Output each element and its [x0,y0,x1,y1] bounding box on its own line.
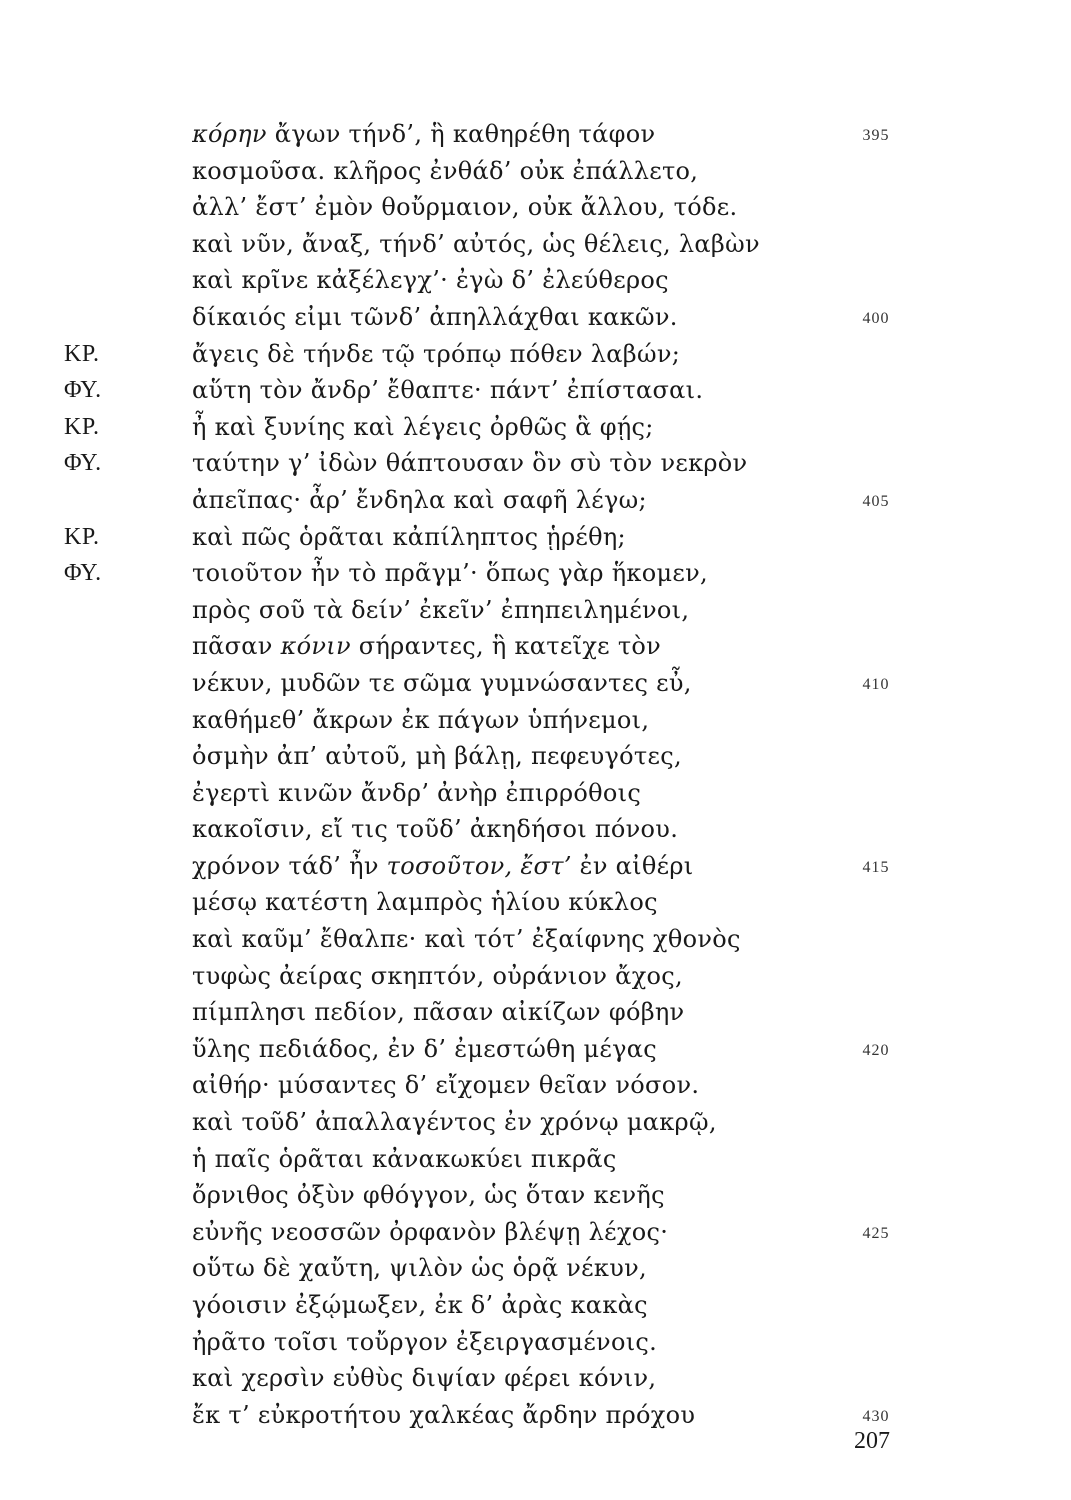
verse-text [192,738,832,775]
verse-text [192,921,832,958]
text-segment: τυφὼς ἀείρας σκηπτόν, οὐράνιον ἄχος, [192,961,683,990]
text-segment: ἦ καὶ ξυνίης καὶ λέγεις ὀρθῶς ἃ φῄς; [192,412,654,441]
verse-text [192,775,832,812]
text-segment: ἔκ τ’ εὐκροτήτου χαλκέας ἄρδην πρόχου [192,1400,696,1429]
verse-text [192,1141,832,1178]
verse-line [0,1177,1071,1214]
text-segment: νέκυν, μυδῶν τε σῶμα γυμνώσαντες εὖ, [192,668,692,697]
text-segment: ἐγερτὶ κινῶν ἄνδρ’ ἀνὴρ ἐπιρρόθοις [192,778,642,807]
speaker-label: ΚΡ. [64,523,100,550]
verse-line [0,1324,1071,1361]
text-segment: καὶ χερσὶν εὐθὺς διψίαν φέρει κόνιν, [192,1364,657,1393]
text-segment: αὕτη τὸν ἄνδρ’ ἔθαπτε· πάντ’ ἐπίστασαι. [192,376,704,405]
text-segment: ἄγων τήνδ’, ἣ καθηρέθη τάφον [266,120,656,148]
text-segment: ἄγεις δὲ τήνδε τῷ τρόπῳ πόθεν λαβών; [192,339,681,368]
verse-line [0,226,1071,263]
text-segment: καθήμεθ’ ἄκρων ἐκ πάγων ὑπήνεμοι, [192,705,650,734]
verse-line [0,372,1071,409]
speaker-label: ΚΡ. [64,413,100,440]
verse-line [0,1104,1071,1141]
text-segment: γόοισιν ἐξῴμωξεν, ἐκ δ’ ἀρὰς κακὰς [192,1291,648,1319]
verse-text [192,116,832,153]
verse-text [192,226,832,263]
verse-text [192,811,832,848]
verse-text [192,592,832,629]
text-segment: κακοῖσιν, εἴ τις τοῦδ’ ἀκηδήσοι πόνου. [192,815,679,844]
verse-text [192,262,832,299]
verse-line [0,299,1071,336]
text-segment: ταύτην γ’ ἰδὼν θάπτουσαν ὃν σὺ τὸν νεκρὸν [192,449,748,478]
verse-line [0,1031,1071,1068]
text-segment: πίμπλησι πεδίον, πᾶσαν αἰκίζων φόβην [192,998,685,1027]
text-segment: ἀπεῖπας· ἆρ’ ἔνδηλα καὶ σαφῆ λέγω; [192,485,647,514]
text-segment: καὶ νῦν, ἄναξ, τήνδ’ αὐτός, ὡς θέλεις, λαβὼν [192,229,760,258]
verse-line [0,1397,1071,1434]
verse-text [192,1287,832,1324]
verse-text [192,1397,832,1434]
verse-text [192,299,832,336]
verse-line [0,1360,1071,1397]
verse-text [192,519,832,556]
verse-text [192,1177,832,1214]
text-segment: πρὸς σοῦ τὰ δείν’ ἐκεῖν’ ἐπηπειλημένοι, [192,595,690,624]
verse-text [192,409,832,446]
text-segment: δίκαιός εἰμι τῶνδ’ ἀπηλλάχθαι κακῶν. [192,302,678,331]
line-number: 395 [862,127,890,144]
page-number: 207 [854,1428,890,1454]
verse-text [192,1324,832,1361]
text-segment: ὄρνιθος ὀξὺν φθόγγον, ὡς ὅταν κενῆς [192,1181,665,1210]
verse-line [0,848,1071,885]
text-segment: σήραντες, ἣ κατεῖχε τὸν [350,632,662,661]
verse-line [0,555,1071,592]
verse-text [192,628,832,665]
verse-text [192,1031,832,1068]
verse-line [0,445,1071,482]
text-segment: ὕλης πεδιάδος, ἐν δ’ ἐμεστώθη μέγας [192,1034,658,1063]
speaker-label: ΚΡ. [64,340,100,367]
speaker-label: ΦΥ. [64,377,102,404]
verse-text [192,958,832,995]
verse-text [192,994,832,1031]
verse-line [0,884,1071,921]
verse-text [192,1360,832,1397]
verse-text [192,1250,832,1287]
speaker-label: ΦΥ. [64,450,102,477]
verse-line [0,153,1071,190]
verse-text-block [0,116,1071,1433]
verse-line [0,116,1071,153]
text-segment: καὶ πῶς ὁρᾶται κἀπίληπτος ᾑρέθη; [192,522,626,551]
verse-text [192,1214,832,1251]
verse-line [0,482,1071,519]
text-segment: καὶ καῦμ’ ἔθαλπε· καὶ τότ’ ἐξαίφνης χθονὸς [192,925,741,954]
line-number: 410 [862,675,890,693]
verse-line [0,592,1071,629]
line-number: 430 [862,1407,890,1425]
text-segment: ἀλλ’ ἔστ’ ἐμὸν θοὔρμαιον, οὐκ ἄλλου, τόδε. [192,193,738,222]
verse-text [192,555,832,592]
verse-line [0,1141,1071,1178]
speaker-label: ΦΥ. [64,560,102,587]
verse-line [0,921,1071,958]
verse-text [192,702,832,739]
text-segment: ἡ παῖς ὁρᾶται κἀνακωκύει πικρᾶς [192,1144,617,1173]
line-number: 420 [862,1041,890,1059]
verse-line [0,262,1071,299]
verse-text [192,445,832,482]
verse-text [192,848,832,885]
verse-line [0,628,1071,665]
text-segment: πᾶσαν [192,632,281,661]
verse-line [0,1067,1071,1104]
text-segment: ἐν αἰθέρι [571,851,694,880]
italic-text-segment: κόνιν [280,632,351,661]
verse-line [0,738,1071,775]
verse-line [0,1214,1071,1251]
verse-text [192,372,832,409]
italic-text-segment: κόρην [192,120,267,148]
text-segment: χρόνον τάδ’ ἦν [192,851,387,880]
text-segment: αἰθήρ· μύσαντες δ’ εἴχομεν θεῖαν νόσον. [192,1071,700,1100]
verse-line [0,189,1071,226]
verse-text [192,1067,832,1104]
verse-line [0,775,1071,812]
text-segment: μέσῳ κατέστη λαμπρὸς ἡλίου κύκλος [192,888,658,917]
text-segment: οὕτω δὲ χαὔτη, ψιλὸν ὡς ὁρᾷ νέκυν, [192,1254,647,1283]
verse-line [0,811,1071,848]
verse-line [0,336,1071,373]
verse-text [192,189,832,226]
verse-text [192,1104,832,1141]
verse-line [0,519,1071,556]
text-segment: τοιοῦτον ἦν τὸ πρᾶγμ’· ὅπως γὰρ ἥκομεν, [192,559,708,588]
line-number: 425 [862,1224,890,1242]
italic-text-segment: τοσοῦτον, ἔστ’ [386,851,572,880]
line-number: 415 [862,858,890,876]
text-segment: εὐνῆς νεοσσῶν ὀρφανὸν βλέψῃ λέχος· [192,1217,669,1246]
verse-line [0,409,1071,446]
verse-line [0,1250,1071,1287]
verse-text [192,884,832,921]
text-segment: καὶ τοῦδ’ ἀπαλλαγέντος ἐν χρόνῳ μακρῷ, [192,1108,717,1137]
verse-line [0,702,1071,739]
verse-text [192,336,832,373]
text-segment: κοσμοῦσα. κλῆρος ἐνθάδ’ οὐκ ἐπάλλετο, [192,156,699,185]
verse-text [192,482,832,519]
verse-line [0,958,1071,995]
verse-text [192,153,832,190]
text-segment: ὀσμὴν ἀπ’ αὐτοῦ, μὴ βάλῃ, πεφευγότες, [192,742,682,771]
verse-line [0,665,1071,702]
text-segment: καὶ κρῖνε κἀξέλεγχ’· ἐγὼ δ’ ἐλεύθερος [192,266,669,295]
verse-line [0,994,1071,1031]
line-number: 405 [862,492,890,510]
verse-line [0,1287,1071,1324]
text-segment: ἠρᾶτο τοῖσι τοὔργον ἐξειργασμένοις. [192,1327,658,1356]
verse-text [192,665,832,702]
line-number: 400 [862,309,890,327]
